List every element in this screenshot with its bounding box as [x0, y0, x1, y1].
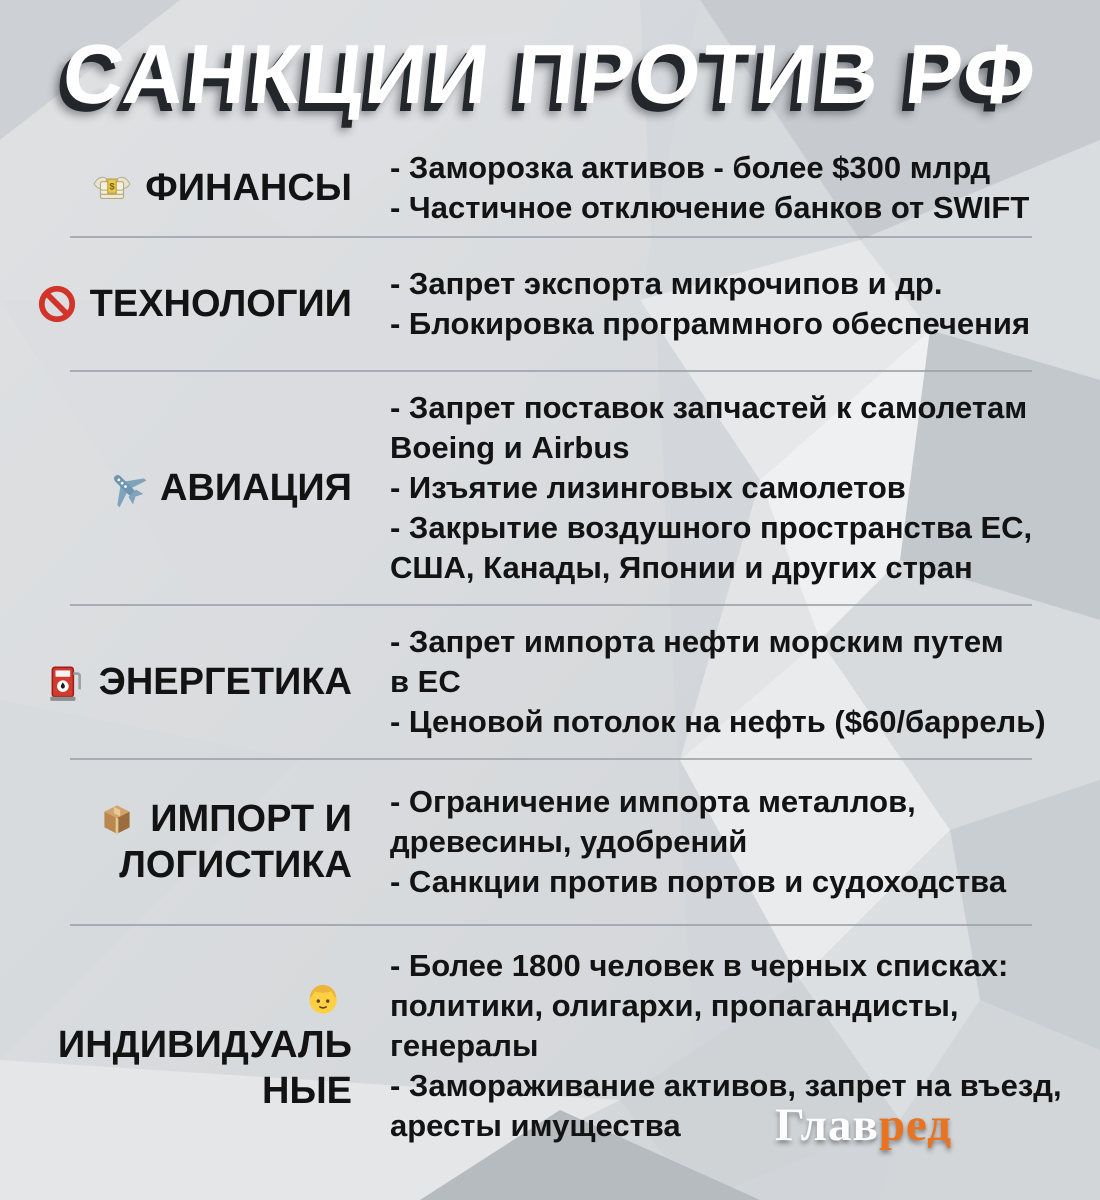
bullet-line: - Запрет импорта нефти морским путем — [390, 624, 1004, 659]
bullet-line: - Закрытие воздушного пространства ЕС, — [390, 510, 1033, 545]
bullet-line: политики, олигархи, пропагандисты, — [390, 988, 959, 1023]
bullet-line: - Ограничение импорта металлов, — [390, 784, 916, 819]
bullet-line: древесины, удобрений — [390, 824, 748, 859]
section-label — [0, 796, 352, 888]
section-row — [0, 760, 1100, 924]
section-row — [0, 372, 1100, 604]
section-label-line — [262, 1068, 352, 1114]
section-label — [0, 978, 352, 1114]
section-label-line — [96, 796, 352, 842]
section-label-line — [106, 465, 352, 511]
package-icon — [96, 798, 138, 840]
section-row — [0, 238, 1100, 370]
bullet-line: в ЕС — [390, 664, 461, 699]
section-divider — [70, 370, 1032, 372]
section-bullets — [390, 782, 1100, 902]
section-label-text: АВИАЦИЯ — [159, 467, 352, 509]
section-label-text: ИМПОРТ И — [150, 798, 352, 840]
fuel-pump-icon — [45, 661, 87, 703]
bullet-line: - Блокировка программного обеспечения — [390, 306, 1031, 341]
section-bullets — [390, 388, 1100, 588]
section-label-line — [45, 659, 352, 705]
bullet-line: - Запрет поставок запчастей к самолетам — [390, 390, 1028, 425]
bullet-line: США, Канады, Японии и других стран — [390, 550, 973, 585]
page-title: САНКЦИИ ПРОТИВ РФ — [58, 27, 1042, 121]
bullet-line: генералы — [390, 1028, 539, 1063]
section-label — [0, 165, 352, 211]
section-row — [0, 140, 1100, 236]
bullet-line: - Заморозка активов - более $300 млрд — [390, 150, 991, 185]
bullet-line: - Замораживание активов, запрет на въезд, — [390, 1068, 1062, 1103]
section-bullets — [390, 946, 1100, 1146]
section-label-text: ТЕХНОЛОГИИ — [89, 283, 352, 325]
section-bullets — [390, 622, 1100, 742]
section-label — [0, 465, 352, 511]
bullet-line: Boeing и Airbus — [390, 430, 630, 465]
svg-text:$: $ — [109, 181, 115, 193]
section-bullets — [390, 264, 1100, 344]
section-label-line — [58, 1022, 352, 1068]
section-label-text: ЭНЕРГЕТИКА — [98, 661, 352, 703]
person-icon — [302, 978, 344, 1020]
money-with-wings-icon — [91, 167, 133, 209]
section-label-text: НЫЕ — [262, 1070, 352, 1112]
section-label-line — [91, 165, 352, 211]
bullet-line: - Частичное отключение банков от SWIFT — [390, 190, 1030, 225]
section-bullets — [390, 148, 1100, 228]
sections-list — [0, 140, 1100, 1166]
logo-text-main: Глав — [775, 1099, 879, 1151]
section-label-line — [119, 842, 352, 888]
bullet-line: - Запрет экспорта микрочипов и др. — [390, 266, 943, 301]
section-row — [0, 606, 1100, 758]
section-label — [0, 659, 352, 705]
bullet-line: - Санкции против портов и судоходства — [390, 864, 1007, 899]
bullet-line: - Ценовой потолок на нефть ($60/баррель) — [390, 704, 1046, 739]
section-label-text: ИНДИВИДУАЛЬ — [57, 1024, 352, 1066]
section-label-text: ФИНАНСЫ — [145, 167, 352, 209]
bullet-line: - Более 1800 человек в черных списках: — [390, 948, 1009, 983]
prohibited-icon — [36, 283, 78, 325]
section-divider — [70, 924, 1032, 926]
section-label — [0, 281, 352, 327]
section-divider — [70, 604, 1032, 606]
logo-text-accent: ред — [878, 1099, 953, 1151]
bullet-line: аресты имущества — [390, 1108, 681, 1143]
section-divider — [70, 758, 1032, 760]
section-divider — [70, 236, 1032, 238]
bullet-line: - Изъятие лизинговых самолетов — [390, 470, 906, 505]
section-label-line — [36, 281, 352, 327]
section-label-text: ЛОГИСТИКА — [119, 844, 352, 886]
airplane-icon — [106, 467, 148, 509]
glavred-logo — [775, 1098, 952, 1152]
